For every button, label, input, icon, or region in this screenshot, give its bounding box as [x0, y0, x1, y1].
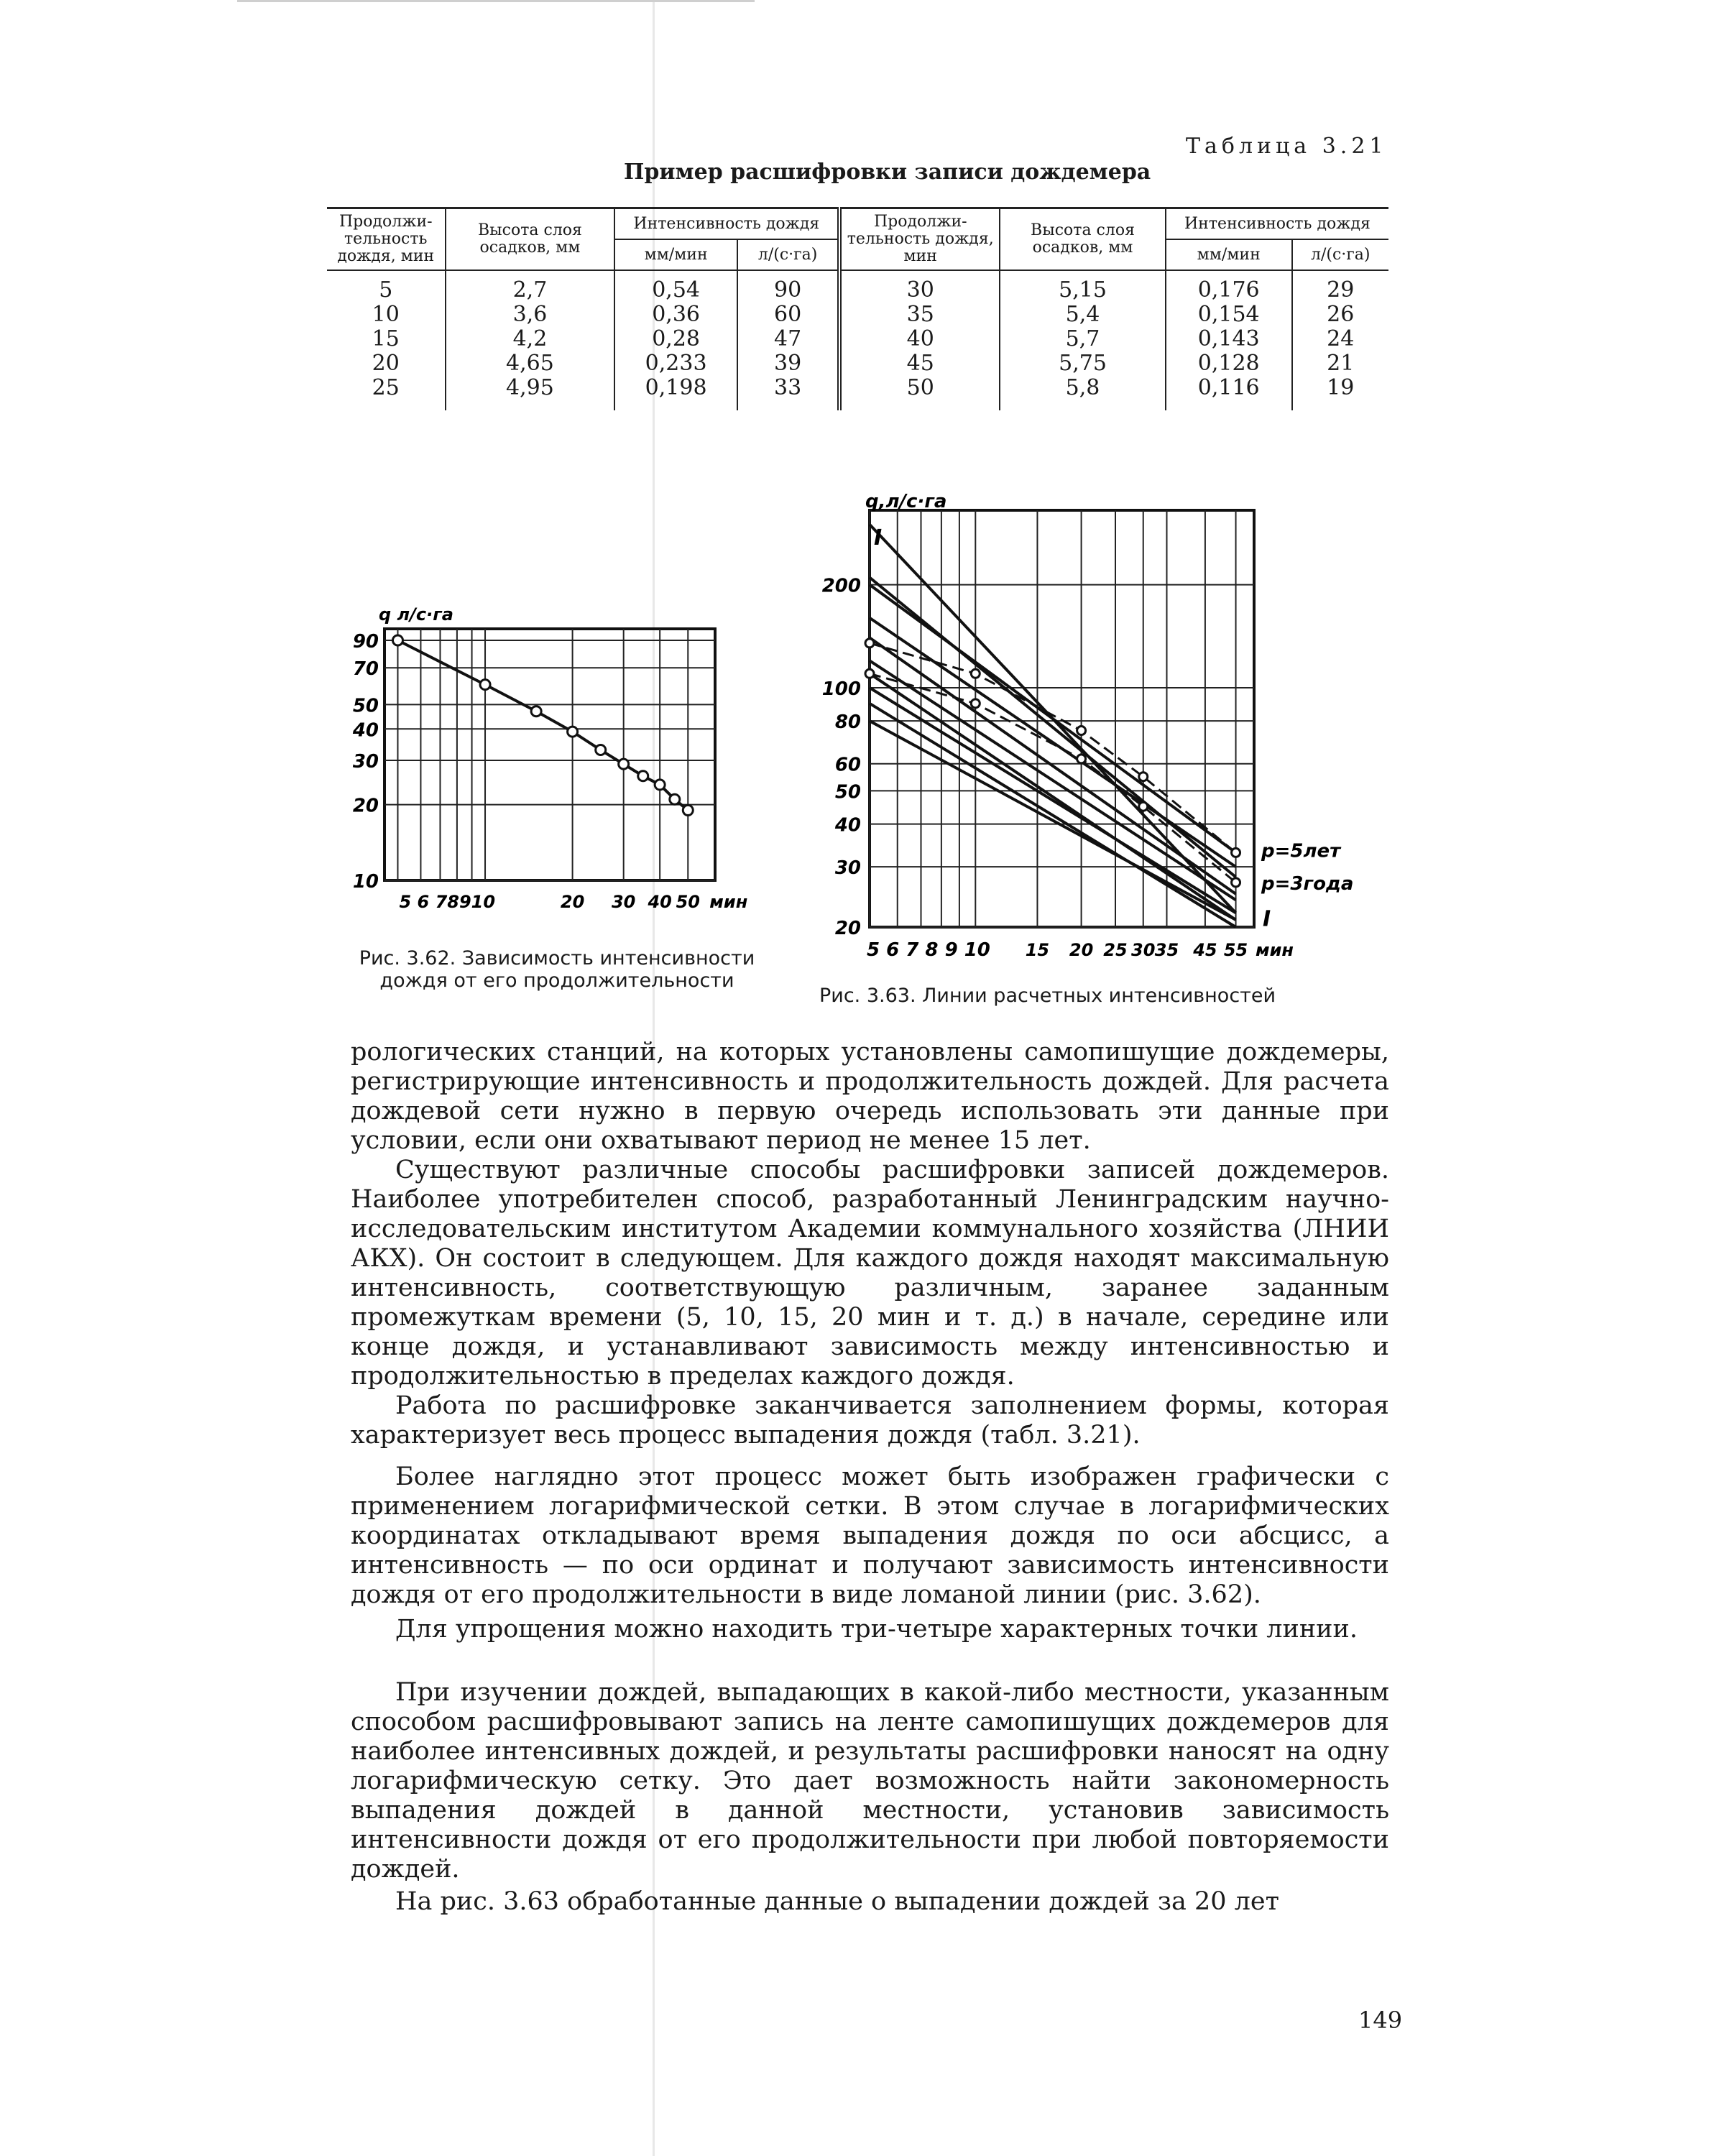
y-tick-label: 40	[834, 814, 861, 837]
data-point	[1077, 727, 1086, 735]
table-cell: 50	[839, 376, 1000, 410]
table-cell: 24	[1292, 327, 1389, 351]
table-cell: 0,116	[1166, 376, 1292, 410]
table-cell: 5,15	[1000, 270, 1166, 303]
col-mm-min-2: мм/мин	[1166, 239, 1292, 270]
y-tick-label: 30	[352, 751, 379, 773]
table-cell: 4,65	[446, 351, 615, 376]
series-line	[870, 618, 1236, 867]
col-l-s-ha: л/(с·га)	[737, 239, 839, 270]
table-cell: 0,143	[1166, 327, 1292, 351]
table-row	[327, 351, 1388, 376]
y-tick-label: 80	[834, 711, 861, 734]
data-point	[670, 794, 680, 804]
table-row	[327, 270, 1388, 303]
col-intensity-2: Интенсивность дождя	[1166, 208, 1388, 240]
series-line	[870, 660, 1236, 900]
y-tick-label: 30	[834, 857, 861, 880]
table-cell: 4,95	[446, 376, 615, 410]
table-cell: 0,233	[614, 351, 737, 376]
table-cell: 39	[737, 351, 839, 376]
series-line	[870, 673, 1236, 883]
y-tick-label: 40	[352, 719, 379, 742]
table-cell: 5,75	[1000, 351, 1166, 376]
data-point	[971, 699, 980, 708]
table-row	[327, 327, 1388, 351]
data-point	[480, 680, 490, 690]
y-tick-label: 20	[352, 795, 379, 817]
x-tick-label: 20	[1069, 940, 1094, 960]
plot-frame	[870, 510, 1254, 927]
paragraph-7: На рис. 3.63 обработанные данные о выпадении дождей за 20 лет	[395, 1887, 1279, 1916]
table-cell: 47	[737, 327, 839, 351]
data-line	[397, 640, 688, 810]
data-point	[865, 639, 874, 648]
table-cell: 40	[839, 327, 1000, 351]
y-axis-label: q л/с·га	[379, 604, 453, 625]
table-cell: 4,2	[446, 327, 615, 351]
plot-frame	[384, 629, 715, 880]
table-cell: 10	[372, 302, 400, 327]
table-cell: 25	[372, 375, 400, 400]
x-tick-label: 45	[1193, 940, 1217, 960]
annotation-p5: р=5лет	[1261, 840, 1341, 862]
caption-fig-3-62: Рис. 3.62. Зависимость интенсивности дождя от его продолжительности	[359, 947, 755, 992]
series-line	[870, 585, 1236, 853]
y-tick-label: 10	[352, 871, 379, 893]
x-tick-label: 20	[560, 892, 585, 912]
series-line	[870, 578, 1236, 877]
table-cell: 19	[1292, 376, 1389, 410]
x-tick-label: 15	[1025, 940, 1050, 960]
figure-3-62	[345, 596, 762, 930]
table-cell: 5,7	[1000, 327, 1166, 351]
table-cell: 30	[839, 270, 1000, 303]
series-line	[870, 704, 1236, 927]
x-tick-label: 30	[611, 892, 636, 912]
table-cell: 0,128	[1166, 351, 1292, 376]
paragraph-1: рологических станций, на которых установлены самопишущие дождемеры, регистрирующие интенсивность и продолжительность дождей. Для расчета дождевой сети нужно в первую очередь использовать эти данные при условии, если они охватывают период не менее 15 лет.	[351, 1038, 1389, 1155]
table-cell: 35	[839, 303, 1000, 327]
paragraph-3: Работа по расшифровке заканчивается заполнением формы, которая характеризует весь процесс выпадения дождя (табл. 3.21).	[351, 1391, 1389, 1450]
table-cell: 5,8	[1000, 376, 1166, 410]
y-tick-label: 90	[352, 631, 379, 653]
table-cell: 0,28	[614, 327, 737, 351]
col-duration: Продолжи-тельность дождя, мин	[327, 208, 446, 271]
table-cell: 45	[839, 351, 1000, 376]
series-line	[870, 637, 1236, 893]
table-cell: 0,198	[614, 376, 737, 410]
table-cell: 33	[737, 376, 839, 410]
data-point	[1077, 755, 1086, 763]
rain-gauge-table	[327, 207, 1388, 410]
y-tick-label: 50	[352, 695, 379, 717]
page-number: 149	[1358, 2007, 1403, 2034]
table-cell: 60	[737, 303, 839, 327]
y-tick-label: 200	[821, 575, 861, 597]
x-axis-label: мин	[1256, 940, 1294, 960]
data-point	[1139, 773, 1148, 781]
table-cell: 0,176	[1166, 270, 1292, 303]
figure-3-63	[805, 489, 1380, 966]
data-point	[1232, 848, 1240, 857]
data-point	[865, 669, 874, 678]
table-cell: 15	[372, 326, 400, 351]
col-mm-min: мм/мин	[614, 239, 737, 270]
data-point	[638, 771, 648, 781]
x-tick-label: 30	[1131, 940, 1156, 960]
data-point	[619, 759, 629, 769]
x-tick-label: 40	[648, 892, 672, 912]
y-tick-label: 50	[834, 781, 861, 803]
series-line	[870, 721, 1236, 920]
table-cell: 90	[737, 270, 839, 303]
col-duration-2: Продолжи-тельность дождя, мин	[839, 208, 1000, 271]
chart-3-62	[345, 596, 762, 927]
x-tick-label: 35	[1154, 940, 1179, 960]
data-point	[531, 706, 541, 717]
data-point	[392, 635, 402, 645]
y-tick-label: 70	[352, 658, 379, 681]
y-axis-label: q,л/с·га	[865, 491, 947, 512]
table-cell: 26	[1292, 303, 1389, 327]
annotation-I-bottom: I	[1263, 906, 1271, 932]
paragraph-4: Более наглядно этот процесс может быть изображен графически с применением логарифмической сетки. В этом случае в логарифмических координатах откладывают время выпадения дождя по оси абсцисс, а интенсивность — по оси ординат и получают зависимость интенсивности дождя от его продолжительности в виде ломаной линии (рис. 3.62).	[351, 1462, 1389, 1609]
table-row	[327, 376, 1388, 410]
table-cell: 5	[379, 277, 393, 303]
data-point	[683, 805, 693, 815]
table-cell: 2,7	[446, 270, 615, 303]
paragraph-5: Для упрощения можно находить три-четыре характерных точки линии.	[395, 1615, 1358, 1644]
x-axis-label: мин	[709, 892, 748, 912]
table-cell: 3,6	[446, 303, 615, 327]
paragraph-2: Существуют различные способы расшифровки записей дождемеров. Наиболее употребителен способ, разработанный Ленинградским научно-исследовательским институтом Академии коммунального хозяйства (ЛНИИ АКХ). Он состоит в следующем. Для каждого дождя находят максимальную интенсивность, соответствующую различным, заранее заданным промежуткам времени (5, 10, 15, 20 мин и т. д.) в начале, середине или конце дождя, и устанавливают зависимость между интенсивностью и продолжительностью в пределах каждого дождя.	[351, 1156, 1389, 1391]
y-tick-label: 100	[821, 678, 861, 701]
table-cell: 21	[1292, 351, 1389, 376]
series-line	[870, 673, 1236, 920]
x-tick-label: 25	[1103, 940, 1128, 960]
x-tick-label: 5 6 7 8 9 10	[867, 939, 990, 961]
col-depth: Высота слоя осадков, мм	[446, 208, 615, 271]
x-tick-label: 55	[1223, 940, 1248, 960]
paragraph-6: При изучении дождей, выпадающих в какой-либо местности, указанным способом расшифровывают запись на ленте самопишущих дождемеров для наиболее интенсивных дождей, и результаты расшифровки наносят на одну логарифмическую сетку. Это дает возможность найти закономерность выпадения дождей в данной местности, установив зависимость интенсивности дождя от его продолжительности при любой повторяемости дождей.	[351, 1678, 1389, 1884]
table-cell: 20	[372, 351, 400, 376]
x-tick-label: 50	[676, 892, 700, 912]
annotation-I-top: I	[874, 525, 883, 550]
data-point	[1232, 878, 1240, 887]
data-point	[655, 780, 665, 790]
table-cell: 0,154	[1166, 303, 1292, 327]
y-tick-label: 60	[834, 754, 861, 776]
data-point	[971, 669, 980, 678]
data-point	[596, 745, 606, 755]
table-body	[327, 270, 1388, 410]
scan-edge	[237, 0, 755, 2]
col-intensity: Интенсивность дождя	[614, 208, 839, 240]
table-cell: 29	[1292, 270, 1389, 303]
chart-3-63	[805, 489, 1380, 963]
annotation-p3: р=3года	[1261, 872, 1354, 895]
table-cell: 5,4	[1000, 303, 1166, 327]
table-row	[327, 303, 1388, 327]
table-cell: 0,54	[614, 270, 737, 303]
table-label: Таблица 3.21	[1186, 134, 1388, 159]
y-tick-label: 20	[834, 918, 861, 939]
x-tick-label: 5 6 78910	[399, 892, 496, 912]
data-point	[568, 727, 578, 737]
data-point	[1139, 802, 1148, 811]
caption-fig-3-63: Рис. 3.63. Линии расчетных интенсивностей	[819, 985, 1276, 1007]
table-title: Пример расшифровки записи дождемера	[624, 160, 1151, 185]
col-l-s-ha-2: л/(с·га)	[1292, 239, 1389, 270]
table-cell: 0,36	[614, 303, 737, 327]
col-depth-2: Высота слоя осадков, мм	[1000, 208, 1166, 271]
